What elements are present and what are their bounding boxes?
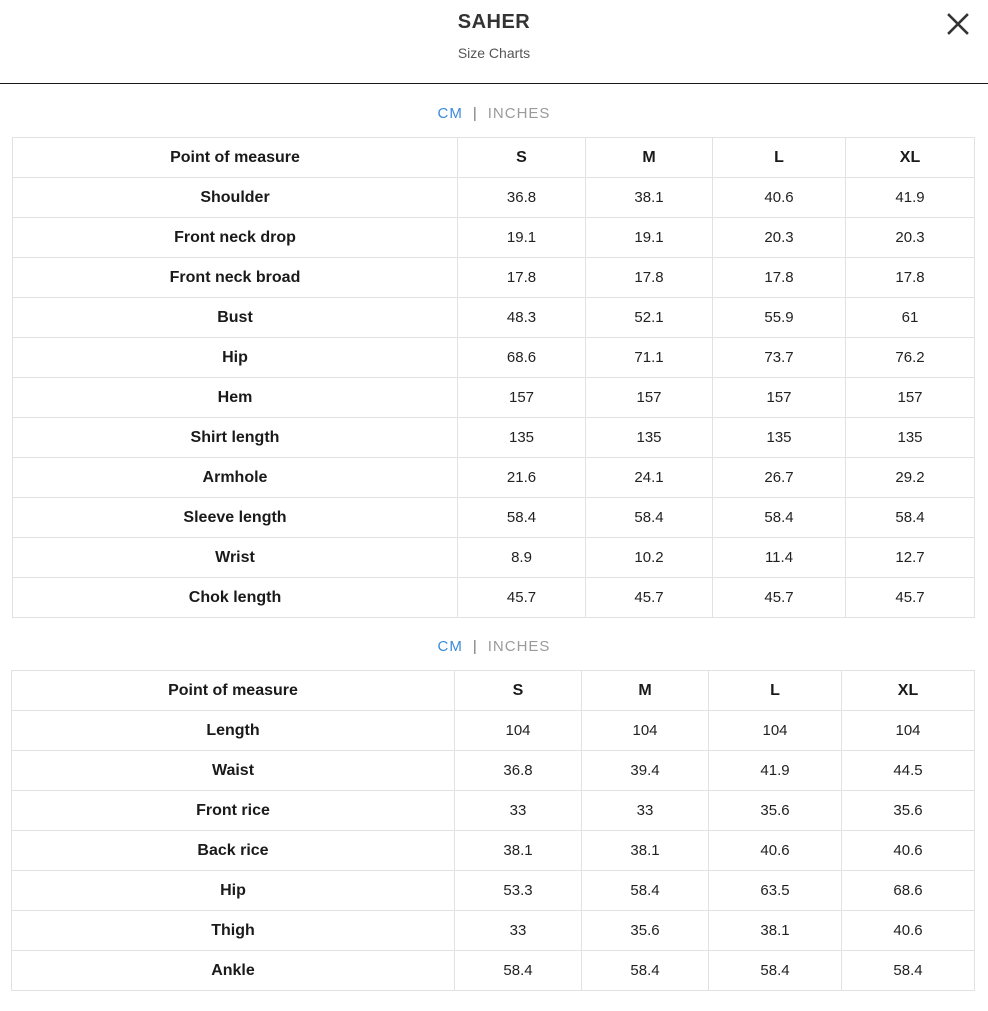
measure-value-cell: 68.6 <box>842 871 975 911</box>
measure-value-cell: 58.4 <box>586 498 713 538</box>
table-row <box>13 298 975 338</box>
unit-toggle-bottom <box>0 637 988 655</box>
measure-name-cell: Chok length <box>13 578 458 618</box>
table-row <box>13 458 975 498</box>
measure-value-cell: 17.8 <box>713 258 846 298</box>
unit-cm-tab[interactable]: CM <box>437 637 463 655</box>
measure-value-cell: 35.6 <box>709 791 842 831</box>
measure-value-cell: 53.3 <box>455 871 582 911</box>
measure-value-cell: 48.3 <box>458 298 586 338</box>
table-row <box>13 538 975 578</box>
measure-value-cell: 17.8 <box>458 258 586 298</box>
measure-value-cell: 40.6 <box>842 831 975 871</box>
measure-value-cell: 19.1 <box>458 218 586 258</box>
measure-name-cell: Armhole <box>13 458 458 498</box>
measure-value-cell: 21.6 <box>458 458 586 498</box>
measure-value-cell: 58.4 <box>458 498 586 538</box>
measure-name-cell: Shirt length <box>13 418 458 458</box>
table-row <box>13 258 975 298</box>
size-table-top <box>12 137 975 618</box>
table-row <box>13 498 975 538</box>
measure-value-cell: 35.6 <box>582 911 709 951</box>
measure-value-cell: 38.1 <box>455 831 582 871</box>
measure-value-cell: 33 <box>582 791 709 831</box>
modal-subtitle: Size Charts <box>457 45 531 61</box>
measure-name-cell: Front neck drop <box>13 218 458 258</box>
measure-value-cell: 58.4 <box>713 498 846 538</box>
column-header-measure: Point of measure <box>12 671 455 711</box>
column-header-size: M <box>586 138 713 178</box>
table-row <box>12 911 975 951</box>
unit-cm-tab[interactable]: CM <box>437 104 463 122</box>
measure-value-cell: 104 <box>842 711 975 751</box>
measure-value-cell: 135 <box>458 418 586 458</box>
measure-value-cell: 58.4 <box>846 498 975 538</box>
measure-value-cell: 38.1 <box>709 911 842 951</box>
measure-value-cell: 41.9 <box>709 751 842 791</box>
table-header-row <box>13 138 975 178</box>
measure-value-cell: 26.7 <box>713 458 846 498</box>
table-row <box>13 178 975 218</box>
measure-value-cell: 76.2 <box>846 338 975 378</box>
measure-value-cell: 40.6 <box>709 831 842 871</box>
column-header-measure: Point of measure <box>13 138 458 178</box>
measure-value-cell: 157 <box>458 378 586 418</box>
measure-value-cell: 104 <box>455 711 582 751</box>
measure-value-cell: 104 <box>582 711 709 751</box>
measure-value-cell: 104 <box>709 711 842 751</box>
measure-name-cell: Thigh <box>12 911 455 951</box>
measure-name-cell: Ankle <box>12 951 455 991</box>
measure-value-cell: 39.4 <box>582 751 709 791</box>
measure-name-cell: Front rice <box>12 791 455 831</box>
measure-value-cell: 19.1 <box>586 218 713 258</box>
measure-value-cell: 12.7 <box>846 538 975 578</box>
measure-value-cell: 157 <box>713 378 846 418</box>
measure-value-cell: 52.1 <box>586 298 713 338</box>
brand-title: SAHER <box>457 11 531 33</box>
table-row <box>13 378 975 418</box>
table-header-row <box>12 671 975 711</box>
column-header-size: S <box>455 671 582 711</box>
modal-header <box>0 0 988 84</box>
measure-value-cell: 33 <box>455 791 582 831</box>
unit-inches-tab[interactable]: INCHES <box>487 104 551 122</box>
measure-value-cell: 20.3 <box>846 218 975 258</box>
column-header-size: M <box>582 671 709 711</box>
measure-name-cell: Length <box>12 711 455 751</box>
measure-value-cell: 11.4 <box>713 538 846 578</box>
measure-value-cell: 24.1 <box>586 458 713 498</box>
measure-value-cell: 10.2 <box>586 538 713 578</box>
measure-name-cell: Bust <box>13 298 458 338</box>
measure-value-cell: 135 <box>586 418 713 458</box>
measure-value-cell: 71.1 <box>586 338 713 378</box>
table-row <box>12 791 975 831</box>
measure-value-cell: 63.5 <box>709 871 842 911</box>
measure-value-cell: 58.4 <box>582 951 709 991</box>
measure-value-cell: 38.1 <box>586 178 713 218</box>
size-table-bottom <box>11 670 975 991</box>
measure-value-cell: 73.7 <box>713 338 846 378</box>
measure-value-cell: 20.3 <box>713 218 846 258</box>
measure-value-cell: 45.7 <box>713 578 846 618</box>
measure-value-cell: 61 <box>846 298 975 338</box>
measure-value-cell: 135 <box>713 418 846 458</box>
table-row <box>12 871 975 911</box>
unit-toggle-top <box>0 104 988 122</box>
table-row <box>12 711 975 751</box>
table-row <box>13 578 975 618</box>
column-header-size: L <box>709 671 842 711</box>
column-header-size: XL <box>842 671 975 711</box>
measure-value-cell: 58.4 <box>709 951 842 991</box>
unit-inches-tab[interactable]: INCHES <box>487 637 551 655</box>
measure-value-cell: 33 <box>455 911 582 951</box>
measure-value-cell: 157 <box>586 378 713 418</box>
measure-value-cell: 68.6 <box>458 338 586 378</box>
measure-value-cell: 55.9 <box>713 298 846 338</box>
table-row <box>13 418 975 458</box>
measure-value-cell: 45.7 <box>586 578 713 618</box>
measure-value-cell: 40.6 <box>713 178 846 218</box>
measure-name-cell: Hem <box>13 378 458 418</box>
table-row <box>12 831 975 871</box>
table-row <box>12 951 975 991</box>
measure-value-cell: 157 <box>846 378 975 418</box>
close-button[interactable] <box>943 8 973 38</box>
measure-value-cell: 29.2 <box>846 458 975 498</box>
table-row <box>12 751 975 791</box>
measure-name-cell: Wrist <box>13 538 458 578</box>
measure-name-cell: Hip <box>13 338 458 378</box>
table-row <box>13 338 975 378</box>
measure-name-cell: Shoulder <box>13 178 458 218</box>
unit-separator: | <box>472 637 478 655</box>
column-header-size: S <box>458 138 586 178</box>
measure-value-cell: 36.8 <box>455 751 582 791</box>
column-header-size: L <box>713 138 846 178</box>
measure-name-cell: Waist <box>12 751 455 791</box>
measure-value-cell: 58.4 <box>842 951 975 991</box>
measure-value-cell: 135 <box>846 418 975 458</box>
measure-value-cell: 36.8 <box>458 178 586 218</box>
measure-value-cell: 8.9 <box>458 538 586 578</box>
measure-value-cell: 44.5 <box>842 751 975 791</box>
unit-separator: | <box>472 104 478 122</box>
table-row <box>13 218 975 258</box>
measure-value-cell: 58.4 <box>582 871 709 911</box>
measure-value-cell: 45.7 <box>458 578 586 618</box>
measure-value-cell: 45.7 <box>846 578 975 618</box>
measure-name-cell: Hip <box>12 871 455 911</box>
measure-name-cell: Back rice <box>12 831 455 871</box>
measure-value-cell: 40.6 <box>842 911 975 951</box>
measure-value-cell: 17.8 <box>846 258 975 298</box>
measure-value-cell: 35.6 <box>842 791 975 831</box>
measure-value-cell: 38.1 <box>582 831 709 871</box>
column-header-size: XL <box>846 138 975 178</box>
measure-name-cell: Front neck broad <box>13 258 458 298</box>
close-icon[interactable] <box>943 8 973 38</box>
measure-value-cell: 17.8 <box>586 258 713 298</box>
measure-name-cell: Sleeve length <box>13 498 458 538</box>
measure-value-cell: 58.4 <box>455 951 582 991</box>
measure-value-cell: 41.9 <box>846 178 975 218</box>
